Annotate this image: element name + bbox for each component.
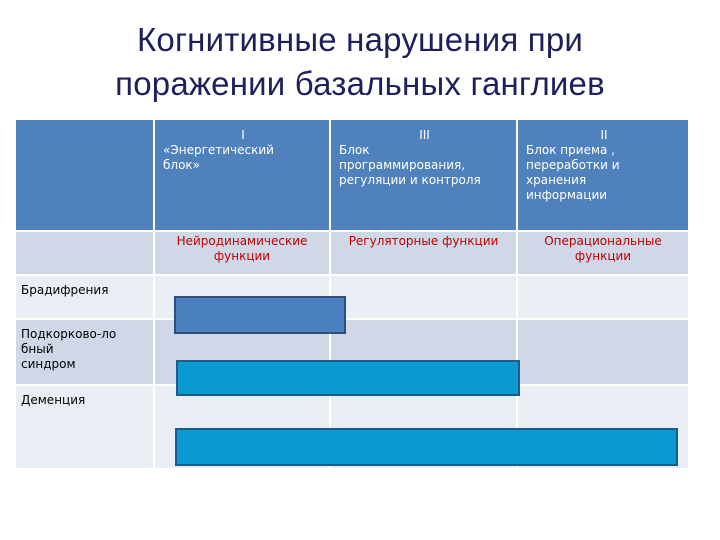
slide-title [0,18,720,106]
row-label-subcortical-frontal: Подкорково-ло бный синдром [16,320,155,384]
dementia-extent-bar [175,428,678,466]
header-cell-block-2 [518,120,688,230]
functions-cell-empty [16,232,155,274]
functions-row [16,232,688,274]
brain-blocks-table [16,120,688,468]
subcortical-frontal-extent-bar [176,360,520,396]
header-cell-block-1 [155,120,331,230]
title-line-1: Когнитивные нарушения при [136,21,584,58]
block-name: Блок приема , переработки и хранения информации [526,143,620,202]
block-number: I [241,128,245,142]
block-number: III [419,128,430,142]
block-name: «Энергетический блок» [163,143,274,172]
table-cell [518,320,688,384]
table-cell [331,276,518,318]
row-label-bradyphrenia: Брадифрения [16,276,155,318]
header-cell-empty [16,120,155,230]
functions-cell-neurodynamic: Нейродинамические функции [155,232,331,274]
title-line-2: поражении базальных ганглиев [115,65,605,102]
block-number: II [600,128,608,142]
table-header-row [16,120,688,230]
functions-cell-operational: Операциональные функции [544,234,662,263]
row-label-dementia: Деменция [16,386,155,468]
functions-cell-regulatory: Регуляторные функции [331,232,518,274]
header-cell-block-3 [331,120,518,230]
table-cell [518,276,688,318]
block-name: Блок программирования, регуляции и контроля [339,143,481,187]
bradyphrenia-extent-bar [174,296,346,334]
table-row [16,276,688,318]
